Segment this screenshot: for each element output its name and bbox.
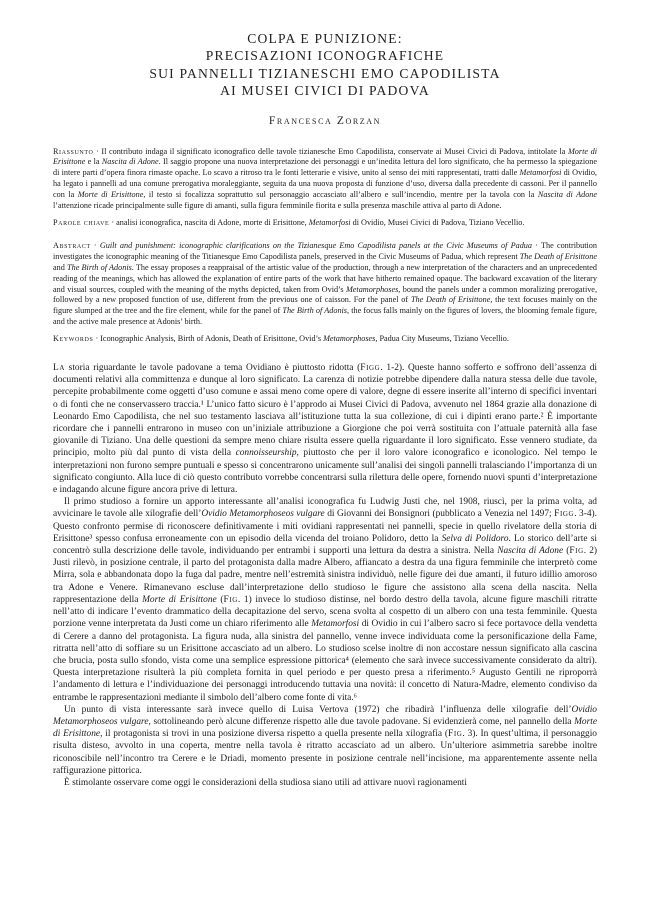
keywords-paragraph <box>53 334 597 345</box>
text-run: storia riguardante le tavole padovane a tema Ovidiano è piuttosto ridotta ( <box>64 363 361 374</box>
text-run: , Padua City Museums, Tiziano Vecellio. <box>375 334 509 344</box>
figure-ref: Fig <box>223 594 238 605</box>
text-run: Nascita di Adone <box>497 546 564 557</box>
body-paragraph-2 <box>53 496 597 703</box>
text-run: · <box>90 240 100 250</box>
parole-chiave-paragraph <box>53 218 597 229</box>
title-line-2: PRECISAZIONI ICONOGRAFICHE <box>205 48 445 64</box>
text-run: · Il contributo indaga il significato iconografico delle tavole tizianesche Emo Capodilista, conservate ai Musei Civici di Padova, intitolate la <box>93 146 568 156</box>
text-run: . 1-2). Queste hanno sofferto e soffrono dell’assenza di documenti relativi alla committenza e dunque al loro significato. La carenza di notizie potrebbe dipendere dalla natura stessa delle due tavole, percepite probabilmente come oggetti d’uso comune e assai meno come opere di valore, degne di essere inserite all’interno di specifici inventari o di fonti che ne conservassero traccia.¹ L’unico fatto sicuro è l’approdo ai Musei Civici di Padova, avvenuto nel 1864 grazie alla donazione di Leonardo Emo Capodilista, che nel suo testamento lasciava all’istituzione tutta la sua collezione, di cui i dipinti erano parte.² È importante ricordare che i pannelli entrarono in museo con un’iniziale attribuzione a Giorgione che poi verrà sostituita con l’attuale paternità alla fase giovanile di Tiziano. Una delle questioni da sempre meno chiare risulta essere quella riguardante il loro significato. Esse vennero studiate, da principio, molto più dal punto di vista della <box>53 363 597 459</box>
text-run: Guilt and punishment: iconographic clarifications on the Tizianesque Emo Capodilista panels at the Civic Museums of Padua <box>99 240 532 250</box>
title-line-4: AI MUSEI CIVICI DI PADOVA <box>220 83 430 99</box>
text-run: Ovidio Metamorphoseos vulgare <box>201 509 325 520</box>
text-run: Il primo studioso a fornire un apporto interessante all’analisi iconografica fu Ludwig Justi che, nel 1908, riuscì, per la prima volta, ad avvicinare le tavole alle xilografie dell’ <box>53 497 597 520</box>
riassunto-label: Riassunto <box>53 146 94 156</box>
text-run: The Birth of Adonis <box>67 262 132 272</box>
text-run: Metamorphoses <box>323 334 376 344</box>
text-run: . Il saggio propone una nuova interpretazione dei personaggi e un’inedita lettura del loro significato, che ha permesso la spiegazione di intere parti d’opera finora rimaste opache. Lo scavo a ritroso tra le fonti letterarie e visive, unito al senso dei miti rappresentati, tratti dalle <box>53 157 598 178</box>
text-run: di Giovanni dei Bonsignori (pubblicato a Venezia nel 1497; <box>324 509 555 520</box>
text-run: · The contribution investigates the iconographic meaning of the Titianesque Emo Capodilista panels, preserved in the Civic Museums of Padua, which represent <box>53 240 597 261</box>
figure-ref: Fig <box>448 729 463 740</box>
text-run: . The essay proposes a reappraisal of the artistic value of the production, through a new interpretation of the characters and an unprecedented reading of the meanings, which has allowed the explanation of entire parts of the work that have hitherto remained opaque. The backward excavation of the literary and visual sources, coupled with the meaning of the myths depicted, taken from Ovid’s <box>53 262 597 294</box>
title-line-1: COLPA E PUNIZIONE: <box>247 31 403 46</box>
text-run: di Ovidio, ha legato i pannelli ad una comune prerogativa moraleggiante, seguita da una nuova proposta di funzione d’uso, diversa dalla precedente di cassoni. Per il pannello con la <box>53 168 597 200</box>
text-run: Selva di Polidoro <box>441 533 509 544</box>
text-run: The Death of Erisittone <box>519 251 597 261</box>
abstract-label: Abstract <box>53 240 91 250</box>
text-run: The Birth of Adonis <box>282 306 347 316</box>
text-run: , il protagonista si trovi in una posizione diversa rispetto a quella presente nella xilografia ( <box>100 729 449 740</box>
text-run: di Ovidio in cui l’albero sacro si fece portavoce della vendetta di Cerere a danno del protagonista. La figura nuda, alla sinistra del pannello, venne invece individuata come la personificazione della Fame, ritratta nell’atto di soffiare su un Erisittone accasciato ad un albero. Lo studioso scelse inoltre di non accostare nessun significato alla cascina che brucia, posta sullo sfondo, vista come una semplice espressione pittorica⁴ (elemento che sarà invece successivamente considerato da altri). Questa interpretazione risulterà la più completa fornita in quel periodo e per questo presa a riferimento.⁵ Augusto Gentili ne riproporrà l’andamento di lettura e l’individuazione dei personaggi introducendo tuttavia una novità: il concetto di Natura-Madre, elemento condiviso da entrambe le rappresentazioni mediante il simbolo dell’albero come fonte di vita.⁶ <box>53 619 597 703</box>
figure-ref: Fig <box>569 546 584 557</box>
text-run: Un punto di vista interessante sarà invece quello di Luisa Vertova (1972) che ribadirà l’influenza delle xilografie dell’ <box>64 704 572 715</box>
parole-chiave-label: Parole chiave <box>53 217 110 227</box>
text-run: Metamorfosi <box>308 217 351 227</box>
text-run: , the text focuses mainly on the figure slumped at the tree and the fire element, while for the panel of <box>53 295 598 316</box>
text-run: Nascita di Adone <box>101 157 159 167</box>
text-run: Morte di Erisittone <box>77 190 144 200</box>
figure-ref: Figg <box>360 363 381 374</box>
text-run: and <box>53 262 68 272</box>
opening-word: La <box>53 363 65 374</box>
text-run: · Iconographic Analysis, Birth of Adonis, Death of Erisittone, Ovid’s <box>93 334 324 344</box>
text-run: · analisi iconografica, nascita di Adone, morte di Erisittone, <box>109 217 309 227</box>
text-run: . 2) Justi rilevò, in posizione centrale, il parto del protagonista dalla madre Albero, affiancato a destra da una figura femminile che interpretò come Mirra, sola e abbandonata dopo la fuga dal padre, mentre nell’estremità sinistra individuò, nelle figure dei due amanti, il futuro idillio amoroso tra Adone e Venere. Rimanevano escluse dall’interpretazione dello studioso le figure che assistono alla scena della nascita. Nella rappresentazione della <box>53 546 598 605</box>
text-run: . Lo storico dell’arte si concentrò sulla descrizione delle tavole, individuando per entrambi i supporti una lettura da destra a sinistra. Nella <box>53 533 597 557</box>
text-run: È stimolante osservare come oggi le considerazioni della studiosa siano utili ad attivare nuovi ragionamenti <box>64 777 468 788</box>
text-run: Morte di Erisittone <box>142 594 217 605</box>
text-run: Metamorphoses <box>345 284 399 294</box>
text-run: Nascita di Adone <box>537 190 598 200</box>
figure-ref: Figg <box>554 509 575 520</box>
abstract-block <box>53 147 597 346</box>
text-run: Ovidio Metamorphoseos vulgare <box>53 704 597 727</box>
text-run: , piuttosto che per il loro valore iconografico e iconologico. Nel tempo le interpretazioni non furono sempre puntuali e spesso si concentrarono unicamente sull’analisi dei singoli pannelli tralasciando l’importanza di un significato congiunto. Alla luce di ciò questo contributo vorrebbe concentrarsi sulla rilettura delle opere, fornendo nuovi spunti d’interpretazione e indagando alcune figure ancora prive di lettura. <box>53 448 597 496</box>
text-run: , the focus falls mainly on the figures of lovers, the blooming female figure, and the active male presence at Adonis’ birth. <box>53 306 597 327</box>
text-run: ( <box>216 594 224 605</box>
text-run: , il testo si focalizza soprattutto sul personaggio accasciato all’albero e sull’incendio, mentre per la tavola con la <box>143 190 538 200</box>
text-run: , sottolineando però alcune differenze rispetto alle due tavole padovane. Si evidenzierà come, nel pannello della <box>148 716 575 727</box>
body-text <box>53 362 597 789</box>
text-run: . 3-4). Questo confronto permise di riconoscere definitivamente i miti ovidiani rappresentati nei pannelli, specie in quello rivelatore della storia di Erisittone³ spesso confusa erroneamente con un episodio della vicenda del troiano Polidoro, detto la <box>53 509 598 544</box>
text-run: Morte di Erisittone <box>53 146 597 167</box>
text-run: The Death of Erisittone <box>410 295 491 305</box>
text-run: Morte di Erisittone <box>53 716 597 740</box>
body-paragraph-3 <box>53 704 597 777</box>
body-paragraph-1 <box>53 362 597 496</box>
text-run: e la <box>85 157 102 167</box>
text-run: l’attenzione ricade principalmente sulle figure di amanti, sulla figura femminile fiorita e sulla presenza maschile attiva al parto di Adone. <box>53 201 502 211</box>
text-run: di Ovidio, Musei Civici di Padova, Tiziano Vecellio. <box>350 217 525 227</box>
text-run: . 1) invece lo studioso distinse, nel bordo destro della tavola, alcune figure maschili ritratte nell’atto di indicare l’evento drammatico della decapitazione del servo, scena svolta al cospetto di un albero con una testa femminile. Questa porzione venne interpretata da Justi come un chiaro riferimento alle <box>53 594 597 630</box>
author-name: Francesca Zorzan <box>268 114 382 127</box>
title-line-3: SUI PANNELLI TIZIANESCHI EMO CAPODILISTA <box>149 65 501 81</box>
text-run: . 3). In quest’ultima, il personaggio risulta disteso, avvolto in una coperta, mentre nella tavola è ritratto accasciato ad un albero. Un’ulteriore asimmetria sarebbe inoltre riconoscibile nell’incontro tra Cerere e le Driadi, momento presente in posizione centrale nell’incisione, ma apparentemente assente nella raffigurazione pittorica. <box>53 729 597 776</box>
text-run: Metamorfosi <box>311 619 360 630</box>
title-block <box>53 30 597 127</box>
riassunto-paragraph <box>53 147 597 212</box>
text-run: connoisseurship <box>235 448 297 459</box>
text-run: Metamorfosi <box>519 168 562 178</box>
abstract-paragraph <box>53 241 597 328</box>
body-paragraph-4 <box>53 777 597 789</box>
text-run: , bound the panels under a common moralizing prerogative, followed by a new proposed function of use, different from the previous one of caisson. For the panel of <box>53 284 597 305</box>
keywords-label: Keywords <box>53 334 94 344</box>
text-run: ( <box>563 546 570 557</box>
